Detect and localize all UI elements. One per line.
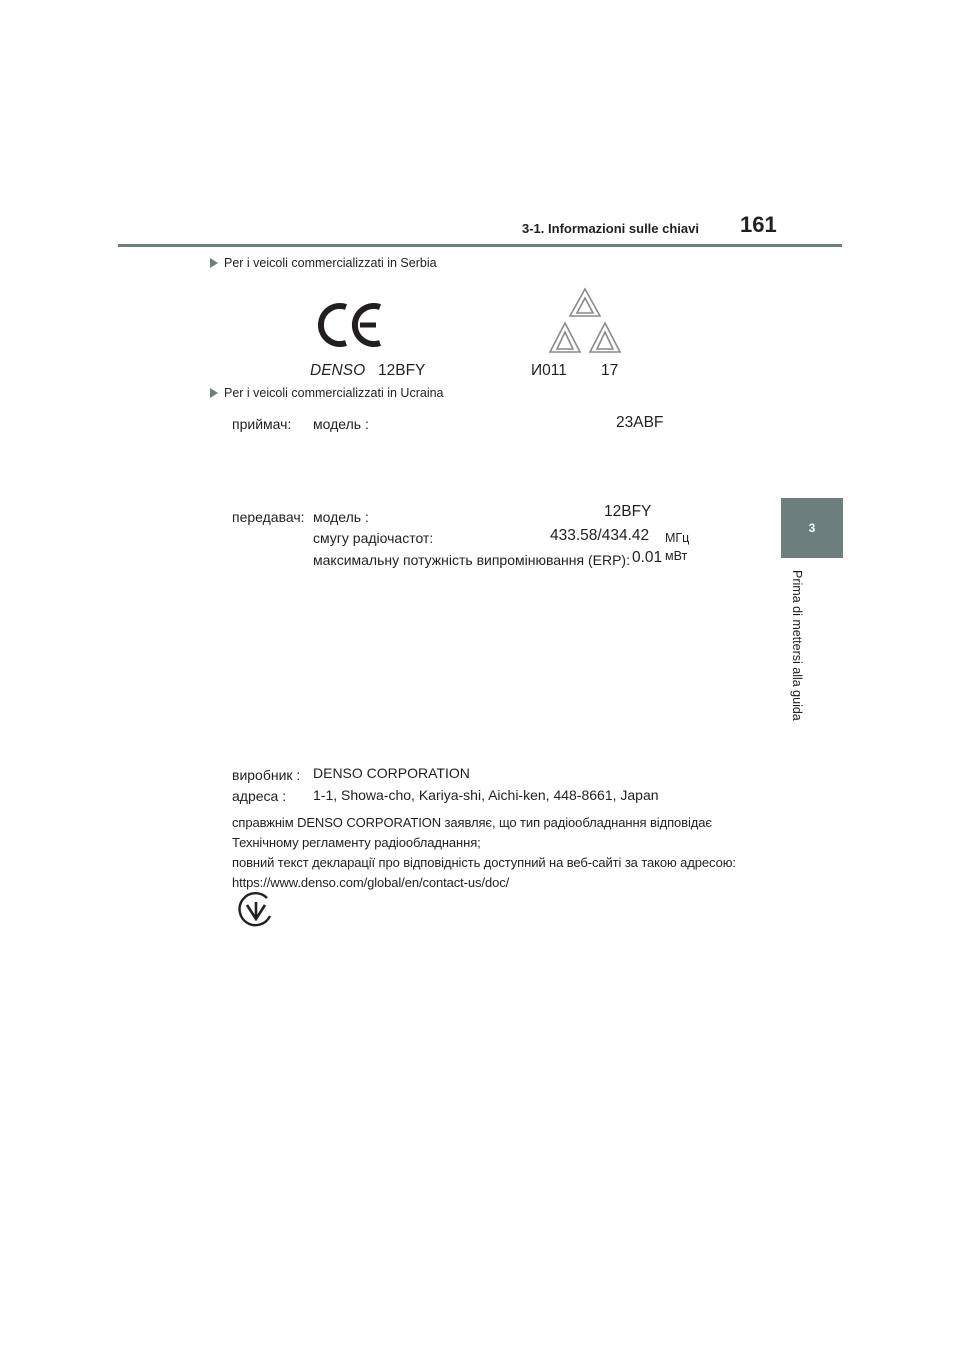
manufacturer-value: DENSO CORPORATION bbox=[313, 765, 470, 781]
address-value: 1-1, Showa-cho, Kariya-shi, Aichi-ken, 448-8661, Japan bbox=[313, 787, 659, 803]
power-unit: мВт bbox=[665, 549, 688, 563]
power-label: максимальну потужність випромінювання (ERP): bbox=[313, 552, 630, 568]
transmitter-model: 12BFY bbox=[604, 503, 652, 520]
declaration-url: https://www.denso.com/global/en/contact-us/doc/ bbox=[232, 875, 510, 890]
section-title: 3-1. Informazioni sulle chiavi bbox=[522, 221, 699, 236]
header-rule bbox=[118, 244, 842, 247]
transmitter-model-label: модель : bbox=[313, 509, 369, 525]
address-label: адреса : bbox=[232, 788, 287, 804]
chapter-number: 3 bbox=[808, 521, 816, 535]
declaration-line-2: Технічному регламенту радіообладнання; bbox=[232, 835, 481, 850]
serbia-approval-year: 17 bbox=[601, 362, 619, 379]
serbia-heading bbox=[210, 256, 437, 270]
declaration-line-3: повний текст декларації про відповідність доступний на веб-сайті за такою адресою: bbox=[232, 855, 736, 870]
ce-mark-icon bbox=[318, 302, 384, 348]
band-unit: МГц bbox=[665, 531, 690, 545]
denso-brand-mark: DENSO bbox=[310, 362, 366, 379]
serbia-heading-text: Per i veicoli commercializzati in Serbia bbox=[224, 256, 437, 270]
ukraine-heading-text: Per i veicoli commercializzati in Ucraina bbox=[224, 386, 444, 400]
manufacturer-label: виробник : bbox=[232, 767, 301, 783]
chapter-title: Prima di mettersi alla guida bbox=[790, 570, 804, 721]
declaration-line-1: справжнім DENSO CORPORATION заявляє, що тип радіообладнання відповідає bbox=[232, 815, 712, 830]
serbia-model: 12BFY bbox=[378, 362, 426, 379]
band-value: 433.58/434.42 bbox=[550, 527, 650, 544]
triangle-bullet-icon bbox=[210, 388, 218, 398]
band-label: смугу радіочастот: bbox=[313, 530, 434, 546]
triangle-bullet-icon bbox=[210, 258, 218, 268]
transmitter-label: передавач: bbox=[232, 509, 305, 525]
receiver-model-label: модель : bbox=[313, 416, 369, 432]
power-value: 0.01 bbox=[632, 549, 663, 566]
serbia-approval-code: И011 bbox=[531, 362, 567, 379]
ukraine-conformity-mark-icon bbox=[236, 890, 276, 930]
ukraine-heading bbox=[210, 386, 444, 400]
serbia-conformity-triangles-icon bbox=[544, 286, 626, 358]
page-number: 161 bbox=[740, 212, 777, 237]
receiver-model: 23ABF bbox=[616, 414, 664, 431]
receiver-label: приймач: bbox=[232, 416, 292, 432]
